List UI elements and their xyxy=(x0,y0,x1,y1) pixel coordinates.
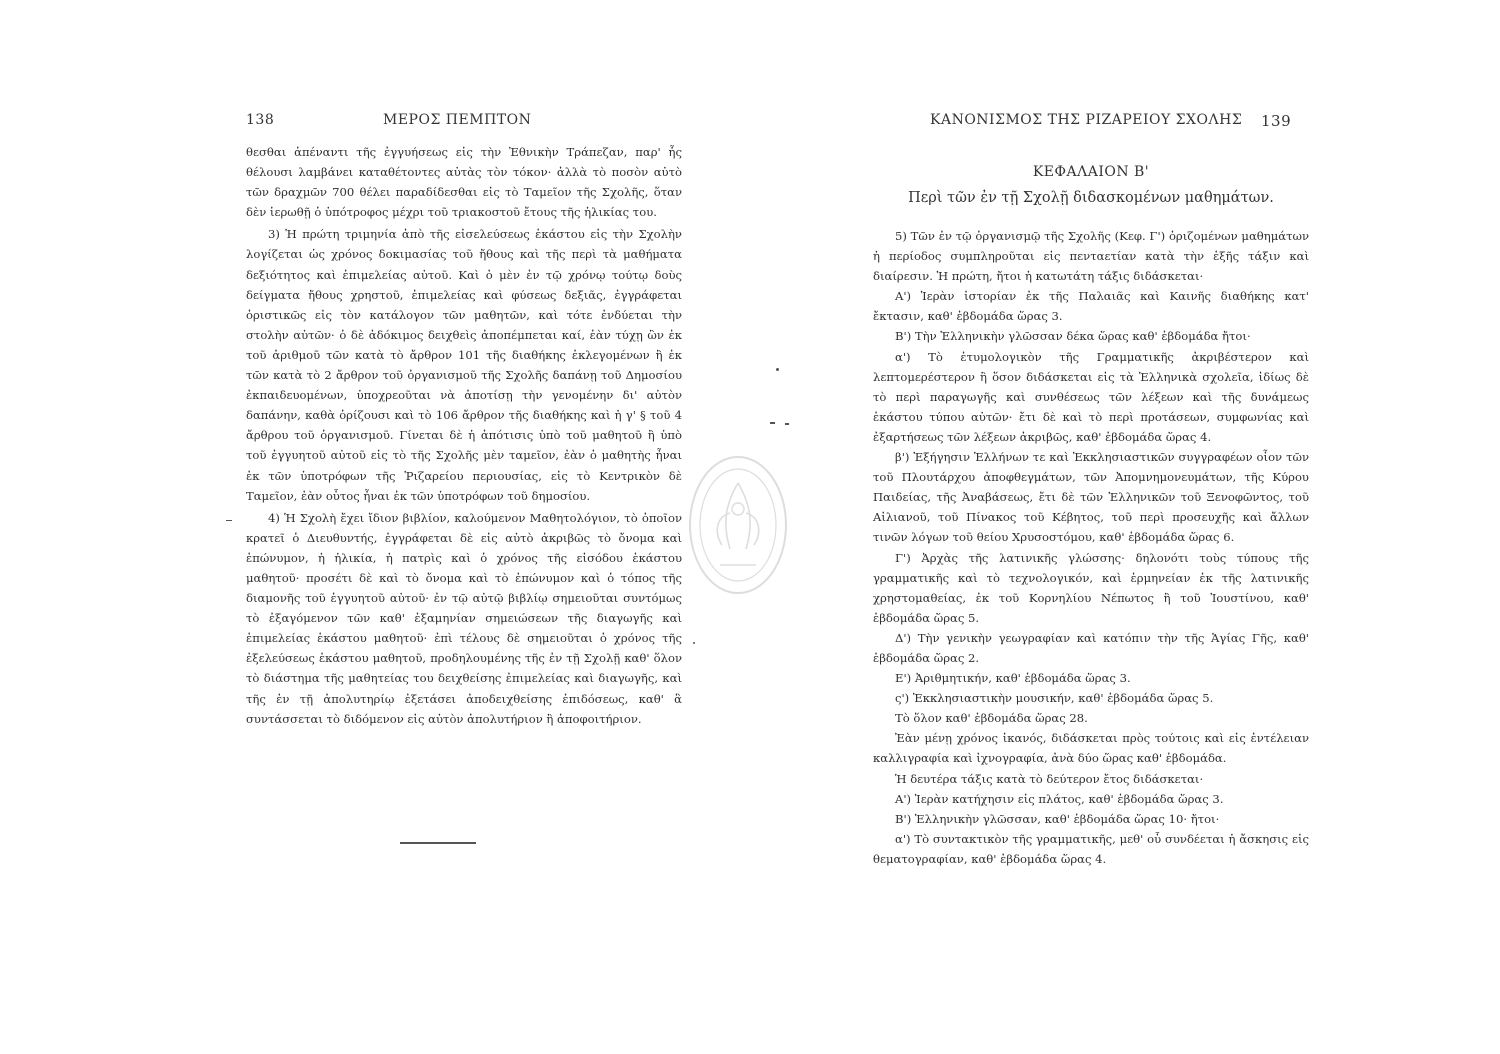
scan-speck xyxy=(785,423,789,425)
end-rule xyxy=(400,842,476,844)
paragraph: 4) Ἡ Σχολὴ ἔχει ἴδιον βιβλίον, καλούμενον Μαθητολόγιον, τὸ ὁποῖον κρατεῖ ὁ Διευθυντής, ἐγγράφεται δὲ εἰς αὐτὸ ἀκριβῶς τὸ ὄνομα καὶ ἐπώνυμον, ἡ ἡλικία, ἡ πατρὶς καὶ ὁ χρόνος τῆς εἰσόδου ἑκάστου μαθητοῦ· προσέτι δὲ καὶ τὸ ὄνομα καὶ τὸ ἐπώνυμον καὶ ὁ τόπος τῆς διαμονῆς τοῦ ἐγγυητοῦ αὐτοῦ· ἐν τῷ αὐτῷ βιβλίῳ σημειοῦται συντόμως τὸ ἐξαγόμενον τῶν καθ' ἑξαμηνίαν σημειώσεων τῆς διαγωγῆς καὶ ἐπιμελείας ἑκάστου μαθητοῦ· ἐπὶ τέλους δὲ σημειοῦται ὁ χρόνος τῆς ἐξελεύσεως ἑκάστου μαθητοῦ, προδηλουμένης τῆς ἐν τῇ Σχολῇ καθ' ὅλον τὸ διάστημα τῆς μαθητείας του δειχθείσης ἐπιμελείας καὶ διαγωγῆς, καὶ τῆς ἐν τῇ ἀπολυτηρίῳ ἐξετάσει ἀποδειχθείσης ἐπιδόσεως, καθ' ἃ συντάσσεται τὸ διδόμενον εἰς αὐτὸν ἀπολυτήριον ἢ ἀποφοιτήριον. xyxy=(246,510,682,726)
paragraph: Τὸ ὅλον καθ' ἑβδομάδα ὥρας 28. xyxy=(895,711,1088,726)
left-running-head: ΜΕΡΟΣ ΠΕΜΠΤΟΝ xyxy=(383,112,532,128)
paragraph: Ἡ δευτέρα τάξις κατὰ τὸ δεύτερον ἔτος διδάσκεται· xyxy=(895,771,1204,786)
paragraph: 3) Ἡ πρώτη τριμηνία ἀπὸ τῆς εἰσελεύσεως ἑκάστου εἰς τὴν Σχολὴν λογίζεται ὡς χρόνος δοκιμασίας τοῦ ἤθους καὶ τῆς περὶ τὰ μαθήματα δεξιότητος καὶ ἐπιμελείας αὐτοῦ. Καὶ ὁ μὲν ἐν τῷ χρόνῳ τούτῳ δοὺς δείγματα ἤθους χρηστοῦ, ἐπιμελείας καὶ φύσεως δεξιᾶς, ἐγγράφεται ὁριστικῶς εἰς τὸν κατάλογον τῶν μαθητῶν, καὶ τότε ἐνδύεται τὴν στολὴν αὐτῶν· ὁ δὲ ἀδόκιμος δειχθεὶς ἀποπέμπεται καί, ἐὰν τύχῃ ὢν ἐκ τοῦ ἀριθμοῦ τῶν κατὰ τὸ ἄρθρον 101 τῆς διαθήκης ἐκλεγομένων ἢ ἐκ τῶν κατὰ τὸ 2 ἄρθρον τοῦ ὀργανισμοῦ τῆς Σχολῆς δαπάνῃ τοῦ Δημοσίου ἐκπαιδευομένων, ὑποχρεοῦται νὰ ἀποτίσῃ τὴν γενομένην δι' αὐτὸν δαπάνην, καθὰ ὁρίζουσι καὶ τὸ 106 ἄρθρον τῆς διαθήκης καὶ ἡ γ' § τοῦ 4 ἄρθρου τοῦ ὀργανισμοῦ. Γίνεται δὲ ἡ ἀπότισις ὑπὸ τοῦ μαθητοῦ ἢ ὑπὸ τοῦ ἐγγυητοῦ αὐτοῦ εἰς τὸ τῆς Σχολῆς μὲν ταμεῖον, ἐὰν ὁ μαθητὴς ἦναι ἐκ τῶν ὑποτρόφων τῆς Ῥιζαρείου περιουσίας, εἰς τὸ Κεντρικὸν δὲ Ταμεῖον, ἐὰν οὗτος ἦναι ἐκ τῶν ὑποτρόφων τοῦ δημοσίου. xyxy=(246,227,682,503)
paragraph: β') Ἐξήγησιν Ἑλλήνων τε καὶ Ἐκκλησιαστικῶν συγγραφέων οἷον τῶν τοῦ Πλουτάρχου ἀποφθεγμάτων, τῶν Ἀπομνημονευμάτων, τῆς Κύρου Παιδείας, τῆς Ἀναβάσεως, ἔτι δὲ τῶν Ἑλληνικῶν τοῦ Ξενοφῶντος, τοῦ Αἰλιανοῦ, τοῦ Πίνακος τοῦ Κέβητος, τοῦ περὶ προσευχῆς καὶ ἄλλων τινῶν λόγων τοῦ θείου Χρυσοστόμου, καθ' ἑβδομάδα ὥρας 6. xyxy=(873,450,1309,545)
paragraph: θεσθαι ἀπέναντι τῆς ἐγγυήσεως εἰς τὴν Ἐθνικὴν Τράπεζαν, παρ' ἧς θέλουσι λαμβάνει καταθέτοντες αὐτὰς τὸν τόκον· ἀλλὰ τὸ ποσὸν αὐτὸ τῶν δραχμῶν 700 θέλει παραδίδεσθαι εἰς τὸ Ταμεῖον τῆς Σχολῆς, ὅταν δὲν ἱερωθῇ ὁ ὑπότροφος μέχρι τοῦ τριακοστοῦ ἔτους τῆς ἡλικίας του. xyxy=(246,145,682,220)
scan-speck xyxy=(693,642,695,644)
scan-speck xyxy=(776,368,779,371)
paragraph: ς') Ἐκκλησιαστικὴν μουσικήν, καθ' ἑβδομάδα ὥρας 5. xyxy=(895,691,1214,706)
right-page-number: 139 xyxy=(1261,112,1292,130)
paragraph: α') Τὸ συντακτικὸν τῆς γραμματικῆς, μεθ' οὗ συνδέεται ἡ ἄσκησις εἰς θεματογραφίαν, καθ' ἑβδομάδα ὥρας 4. xyxy=(873,831,1309,866)
library-seal-icon xyxy=(686,453,790,597)
scan-speck xyxy=(226,520,232,521)
chapter-title: ΚΕΦΑΛΑΙΟΝ Β' xyxy=(1032,164,1150,180)
left-page-body xyxy=(246,142,682,729)
chapter-subtitle: Περὶ τῶν ἐν τῇ Σχολῇ διδασκομένων μαθημάτων. xyxy=(908,190,1274,206)
left-page-number: 138 xyxy=(246,112,275,128)
paragraph: Γ') Ἀρχὰς τῆς λατινικῆς γλώσσης· δηλονότι τοὺς τύπους τῆς γραμματικῆς καὶ τὸ τεχνολογικόν, καὶ ἑρμηνείαν ἐκ τῆς λατινικῆς χρηστομαθείας, ἐκ τοῦ Κορνηλίου Νέπωτος ἢ τοῦ Ἰουστίνου, καθ' ἑβδομάδα ὥρας 5. xyxy=(873,550,1309,625)
right-page-body xyxy=(873,226,1309,869)
right-running-head: ΚΑΝΟΝΙΣΜΟΣ ΤΗΣ ΡΙΖΑΡΕΙΟΥ ΣΧΟΛΗΣ xyxy=(930,112,1243,128)
paragraph: Α') Ἱερὰν κατήχησιν εἰς πλάτος, καθ' ἑβδομάδα ὥρας 3. xyxy=(895,791,1224,806)
paragraph: Α') Ἱερὰν ἱστορίαν ἐκ τῆς Παλαιᾶς καὶ Καινῆς διαθήκης κατ' ἔκτασιν, καθ' ἑβδομάδα ὥρας 3. xyxy=(873,289,1309,324)
scan-speck xyxy=(770,422,775,424)
paragraph: Δ') Τὴν γενικὴν γεωγραφίαν καὶ κατόπιν τὴν τῆς Ἁγίας Γῆς, καθ' ἑβδομάδα ὥρας 2. xyxy=(873,630,1309,665)
paragraph: Β') Ἑλληνικὴν γλῶσσαν, καθ' ἑβδομάδα ὥρας 10· ἤτοι· xyxy=(895,811,1220,826)
paragraph: α') Τὸ ἐτυμολογικὸν τῆς Γραμματικῆς ἀκριβέστερον καὶ λεπτομερέστερον ἢ ὅσον διδάσκεται εἰς τὰ Ἑλληνικὰ σχολεῖα, ἰδίως δὲ τὸ περὶ παραγωγῆς καὶ συνθέσεως τῶν λέξεων καὶ τῆς δυνάμεως ἑκάστου τύπου αὐτῶν· ἔτι δὲ καὶ τὸ περὶ προτάσεων, συμφωνίας καὶ ἐξαρτήσεως τῶν λέξεων ἀκριβῶς, καθ' ἑβδομάδα ὥρας 4. xyxy=(873,349,1309,444)
paragraph: Ἐὰν μένῃ χρόνος ἱκανός, διδάσκεται πρὸς τούτοις καὶ εἰς ἐντέλειαν καλλιγραφία καὶ ἰχνογραφία, ἀνὰ δύο ὥρας καθ' ἑβδομάδα. xyxy=(873,731,1309,766)
paragraph: 5) Τῶν ἐν τῷ ὀργανισμῷ τῆς Σχολῆς (Κεφ. Γ') ὁριζομένων μαθημάτων ἡ περίοδος συμπληροῦται εἰς πενταετίαν κατὰ τὴν ἑξῆς τάξιν καὶ διαίρεσιν. Ἡ πρώτη, ἤτοι ἡ κατωτάτη τάξις διδάσκεται· xyxy=(873,229,1309,284)
paragraph: Β') Τὴν Ἑλληνικὴν γλῶσσαν δέκα ὥρας καθ' ἑβδομάδα ἤτοι· xyxy=(895,329,1251,344)
paragraph: Ε') Ἀριθμητικήν, καθ' ἑβδομάδα ὥρας 3. xyxy=(895,671,1131,686)
